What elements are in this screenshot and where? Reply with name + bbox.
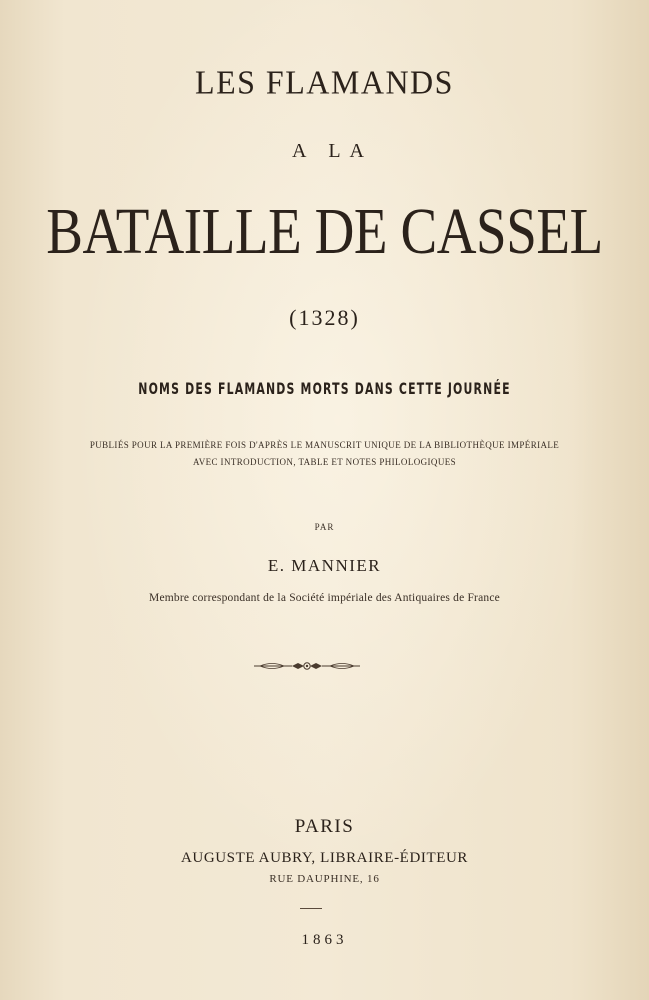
title-line-2: A LA: [292, 140, 373, 162]
publication-note-line-2: AVEC INTRODUCTION, TABLE ET NOTES PHILOLOGIQUES: [192, 457, 457, 467]
title-line-1: LES FLAMANDS: [195, 63, 454, 101]
fleuron-ornament-icon: [252, 659, 362, 673]
imprint-address: RUE DAUPHINE, 16: [269, 873, 380, 885]
byline-par: PAR: [314, 522, 335, 532]
publication-note-line-1: PUBLIÉS POUR LA PREMIÈRE FOIS D'APRÈS LE MANUSCRIT UNIQUE DE LA BIBLIOTHÈQUE IMPÉRIALE: [89, 440, 560, 450]
author-name: E. MANNIER: [267, 556, 382, 575]
subtitle: NOMS DES FLAMANDS MORTS DANS CETTE JOURNÉE: [138, 380, 511, 399]
title-year: (1328): [289, 305, 360, 330]
imprint-place: PARIS: [294, 816, 355, 837]
main-title: BATAILLE DE CASSEL: [46, 194, 603, 268]
author-affiliation: Membre correspondant de la Société impériale des Antiquaires de France: [149, 592, 500, 604]
imprint-publisher: AUGUSTE AUBRY, LIBRAIRE-ÉDITEUR: [180, 850, 469, 866]
imprint-year: 1863: [301, 932, 348, 948]
imprint-rule: [300, 908, 322, 909]
